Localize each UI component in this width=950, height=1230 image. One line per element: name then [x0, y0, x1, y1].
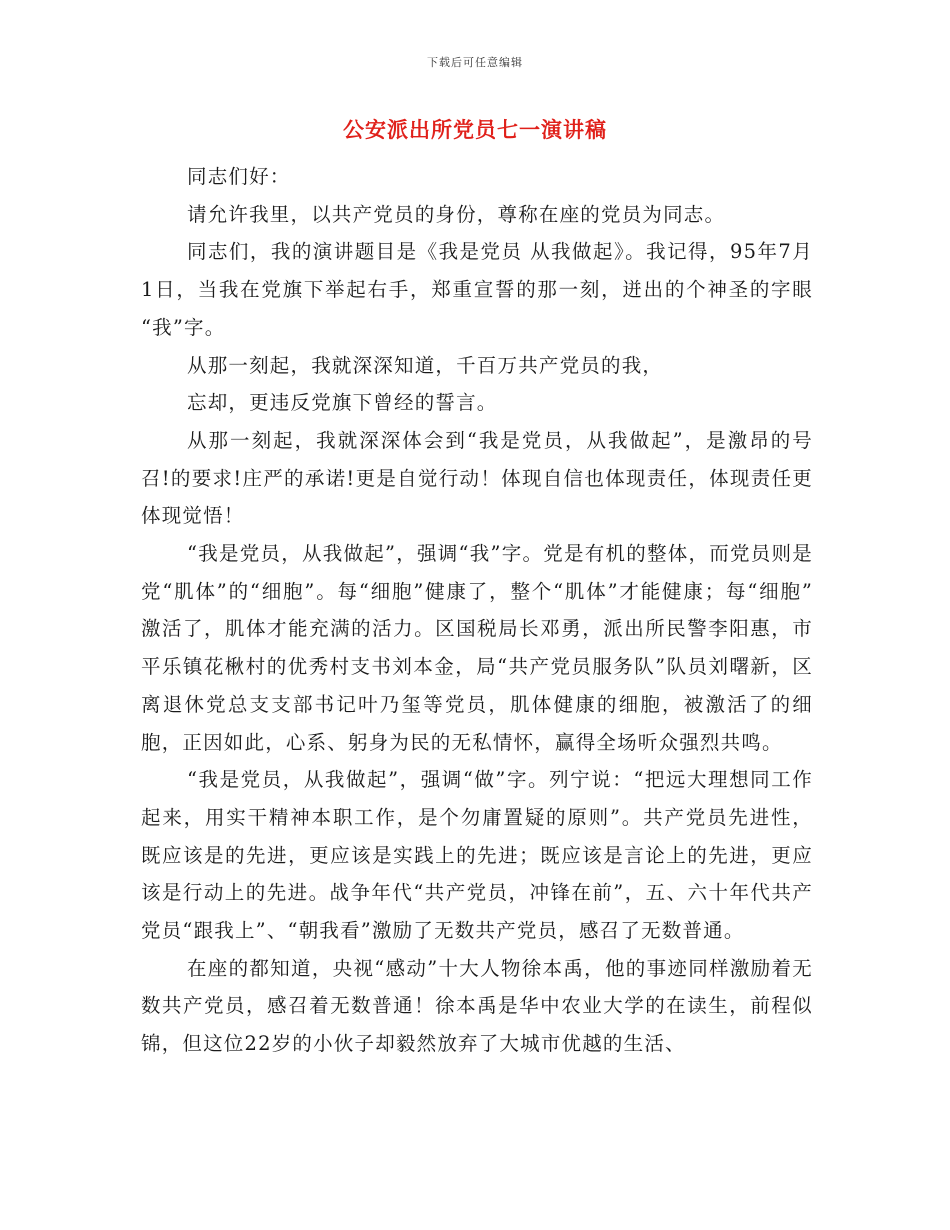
paragraph-address: 请允许我里，以共产党员的身份，尊称在座的党员为同志。 — [187, 202, 726, 226]
paragraph-realization: 从那一刻起，我就深深体会到“我是党员，从我做起”，是激昂的号召!的要求!庄严的承诺!更是自觉行动！体现自信也体现责任，体现责任更体现觉悟！ — [141, 428, 813, 528]
paragraph-xu-benyu: 在座的都知道，央视“感动”十大人物徐本禹，他的事迹同样激励着无数共产党员，感召着无数普通！徐本禹是华中农业大学的在读生，前程似锦，但这位22岁的小伙子却毅然放弃了大城市优越的生活、 — [141, 956, 813, 1056]
paragraph-knowing: 从那一刻起，我就深深知道，千百万共产党员的我， — [187, 353, 664, 377]
document-body — [141, 158, 813, 1063]
paragraph-emphasis-zuo: “我是党员，从我做起”，强调“做”字。列宁说：“把远大理想同工作起来，用实干精神本职工作，是个勿庸置疑的原则”。共产党员先进性，既应该是的先进，更应该是实践上的先进；既应该是言论上的先进，更应该是行动上的先进。战争年代“共产党员，冲锋在前”，五、六十年代共产党员“跟我上”、“朝我看”激励了无数共产党员，感召了无数普通。 — [141, 768, 813, 943]
page-header-note: 下载后可任意编辑 — [427, 56, 523, 69]
paragraph-emphasis-wo: “我是党员，从我做起”，强调“我”字。党是有机的整体，而党员则是党“肌体”的“细胞”。每“细胞”健康了，整个“肌体”才能健康；每“细胞” 激活了，肌体才能充满的活力。区国税局长邓勇，派出所民警李阳惠，市平乐镇花楸村的优秀村支书刘本金，局“共产党员服务队”队员刘曙新，区离退休党总支支部书记叶乃玺等党员，肌体健康的细胞，被激活了的细胞，正因如此，心系、躬身为民的无私情怀，赢得全场听众强烈共鸣。 — [141, 542, 813, 754]
document-title: 公安派出所党员七一演讲稿 — [343, 118, 607, 142]
paragraph-topic: 同志们，我的演讲题目是《我是党员 从我做起》。我记得，95年7月1日，当我在党旗下举起右手，郑重宣誓的那一刻，迸出的个神圣的字眼 “我”字。 — [141, 240, 813, 339]
paragraph-greeting: 同志们好： — [187, 165, 291, 188]
paragraph-oath: 忘却，更违反党旗下曾经的誓言。 — [187, 391, 498, 415]
